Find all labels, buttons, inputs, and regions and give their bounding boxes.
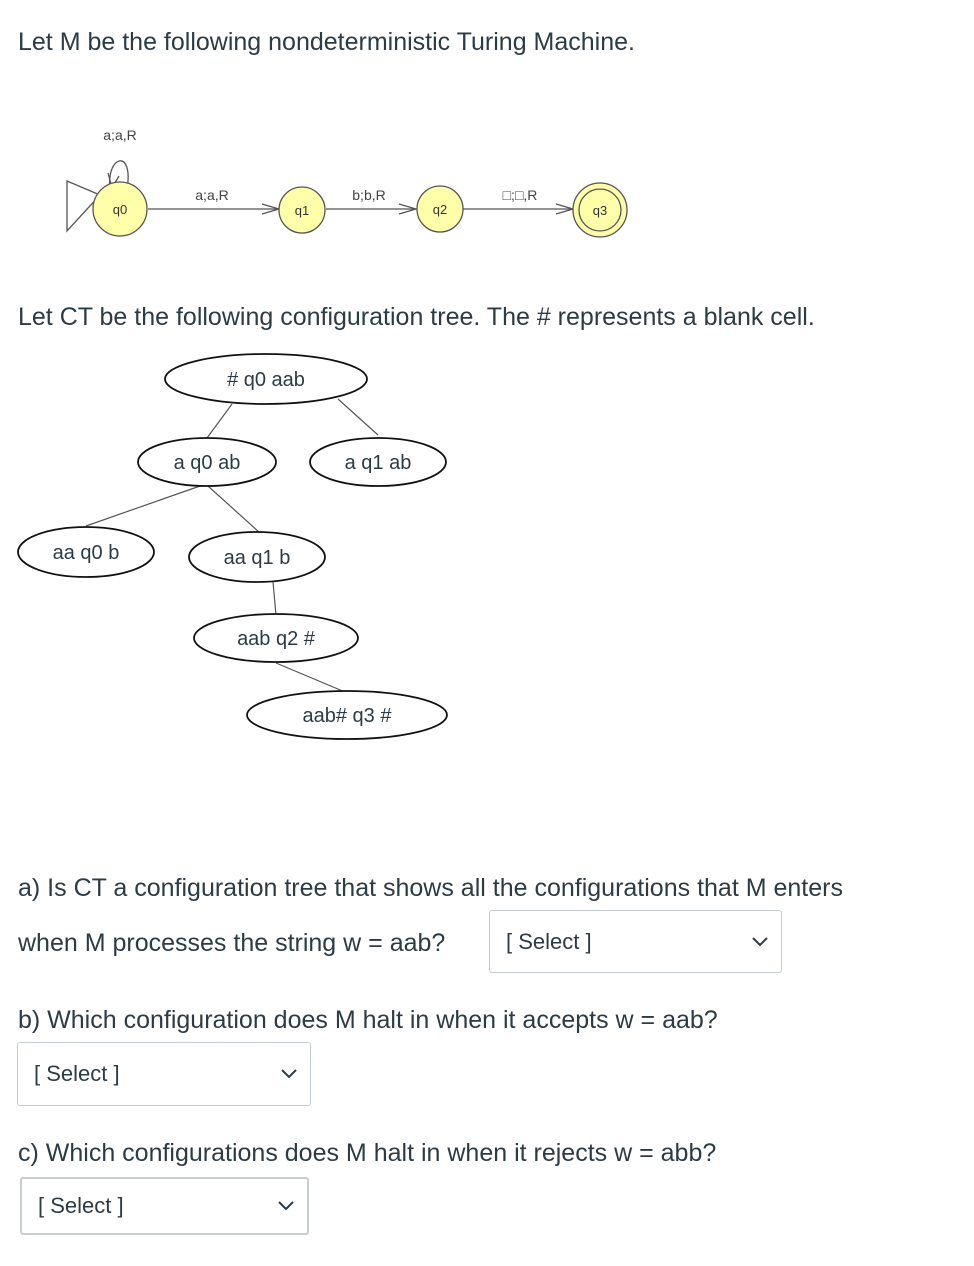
chevron-down-icon: [280, 1068, 298, 1080]
tree-node-mid2: [189, 532, 325, 582]
configuration-tree: [0, 340, 500, 760]
select-c-value: [ Select ]: [38, 1193, 124, 1218]
transition-label-1: b;b,R: [352, 187, 386, 203]
chevron-down-icon: [277, 1200, 295, 1212]
select-answer-b[interactable]: [17, 1042, 311, 1106]
question-b: b) Which configuration does M halt in when it accepts w = aab?: [18, 1006, 718, 1034]
svg-text:aab# q3 #: aab# q3 #: [302, 705, 392, 727]
svg-text:q1: q1: [294, 203, 310, 218]
select-a-value: [ Select ]: [506, 929, 592, 954]
state-q2: [417, 186, 463, 232]
chevron-down-icon: [751, 936, 769, 948]
svg-text:q3: q3: [592, 203, 608, 218]
svg-text:q2: q2: [432, 202, 448, 217]
tree-node-q3: [247, 691, 447, 739]
question-a-line2: when M processes the string w = aab?: [18, 929, 446, 957]
ct-intro-text: Let CT be the following configuration tree. The # represents a blank cell.: [18, 303, 815, 331]
intro-text: Let M be the following nondeterministic Turing Machine.: [18, 28, 635, 56]
turing-machine-diagram: [0, 110, 700, 250]
svg-text:aab q2 #: aab q2 #: [237, 628, 315, 650]
svg-text:# q0 aab: # q0 aab: [227, 369, 305, 391]
select-answer-a[interactable]: [489, 910, 782, 973]
svg-text:a q1 ab: a q1 ab: [344, 452, 412, 474]
state-q1: [279, 187, 325, 233]
svg-text:aa q0 b: aa q0 b: [52, 542, 120, 564]
state-q0: [93, 182, 147, 236]
transition-label-0: a;a,R: [195, 187, 229, 203]
question-a-line1: a) Is CT a configuration tree that shows all the configurations that M enters: [18, 874, 843, 902]
select-b-value: [ Select ]: [34, 1061, 120, 1086]
state-q3-accepting: [573, 183, 627, 237]
transition-label-2: □;□,R: [502, 187, 538, 203]
tree-node-left2: [18, 527, 154, 577]
tree-node-q2: [194, 614, 358, 662]
loop-label: a;a,R: [103, 127, 137, 143]
tree-node-left1: [138, 438, 276, 486]
svg-text:q0: q0: [112, 202, 128, 217]
question-c: c) Which configurations does M halt in when it rejects w = abb?: [18, 1139, 717, 1167]
tree-node-root: [165, 354, 367, 404]
tree-node-right1: [310, 438, 446, 486]
svg-text:aa q1 b: aa q1 b: [223, 547, 291, 569]
svg-text:a q0 ab: a q0 ab: [173, 452, 241, 474]
select-answer-c[interactable]: [20, 1177, 309, 1235]
